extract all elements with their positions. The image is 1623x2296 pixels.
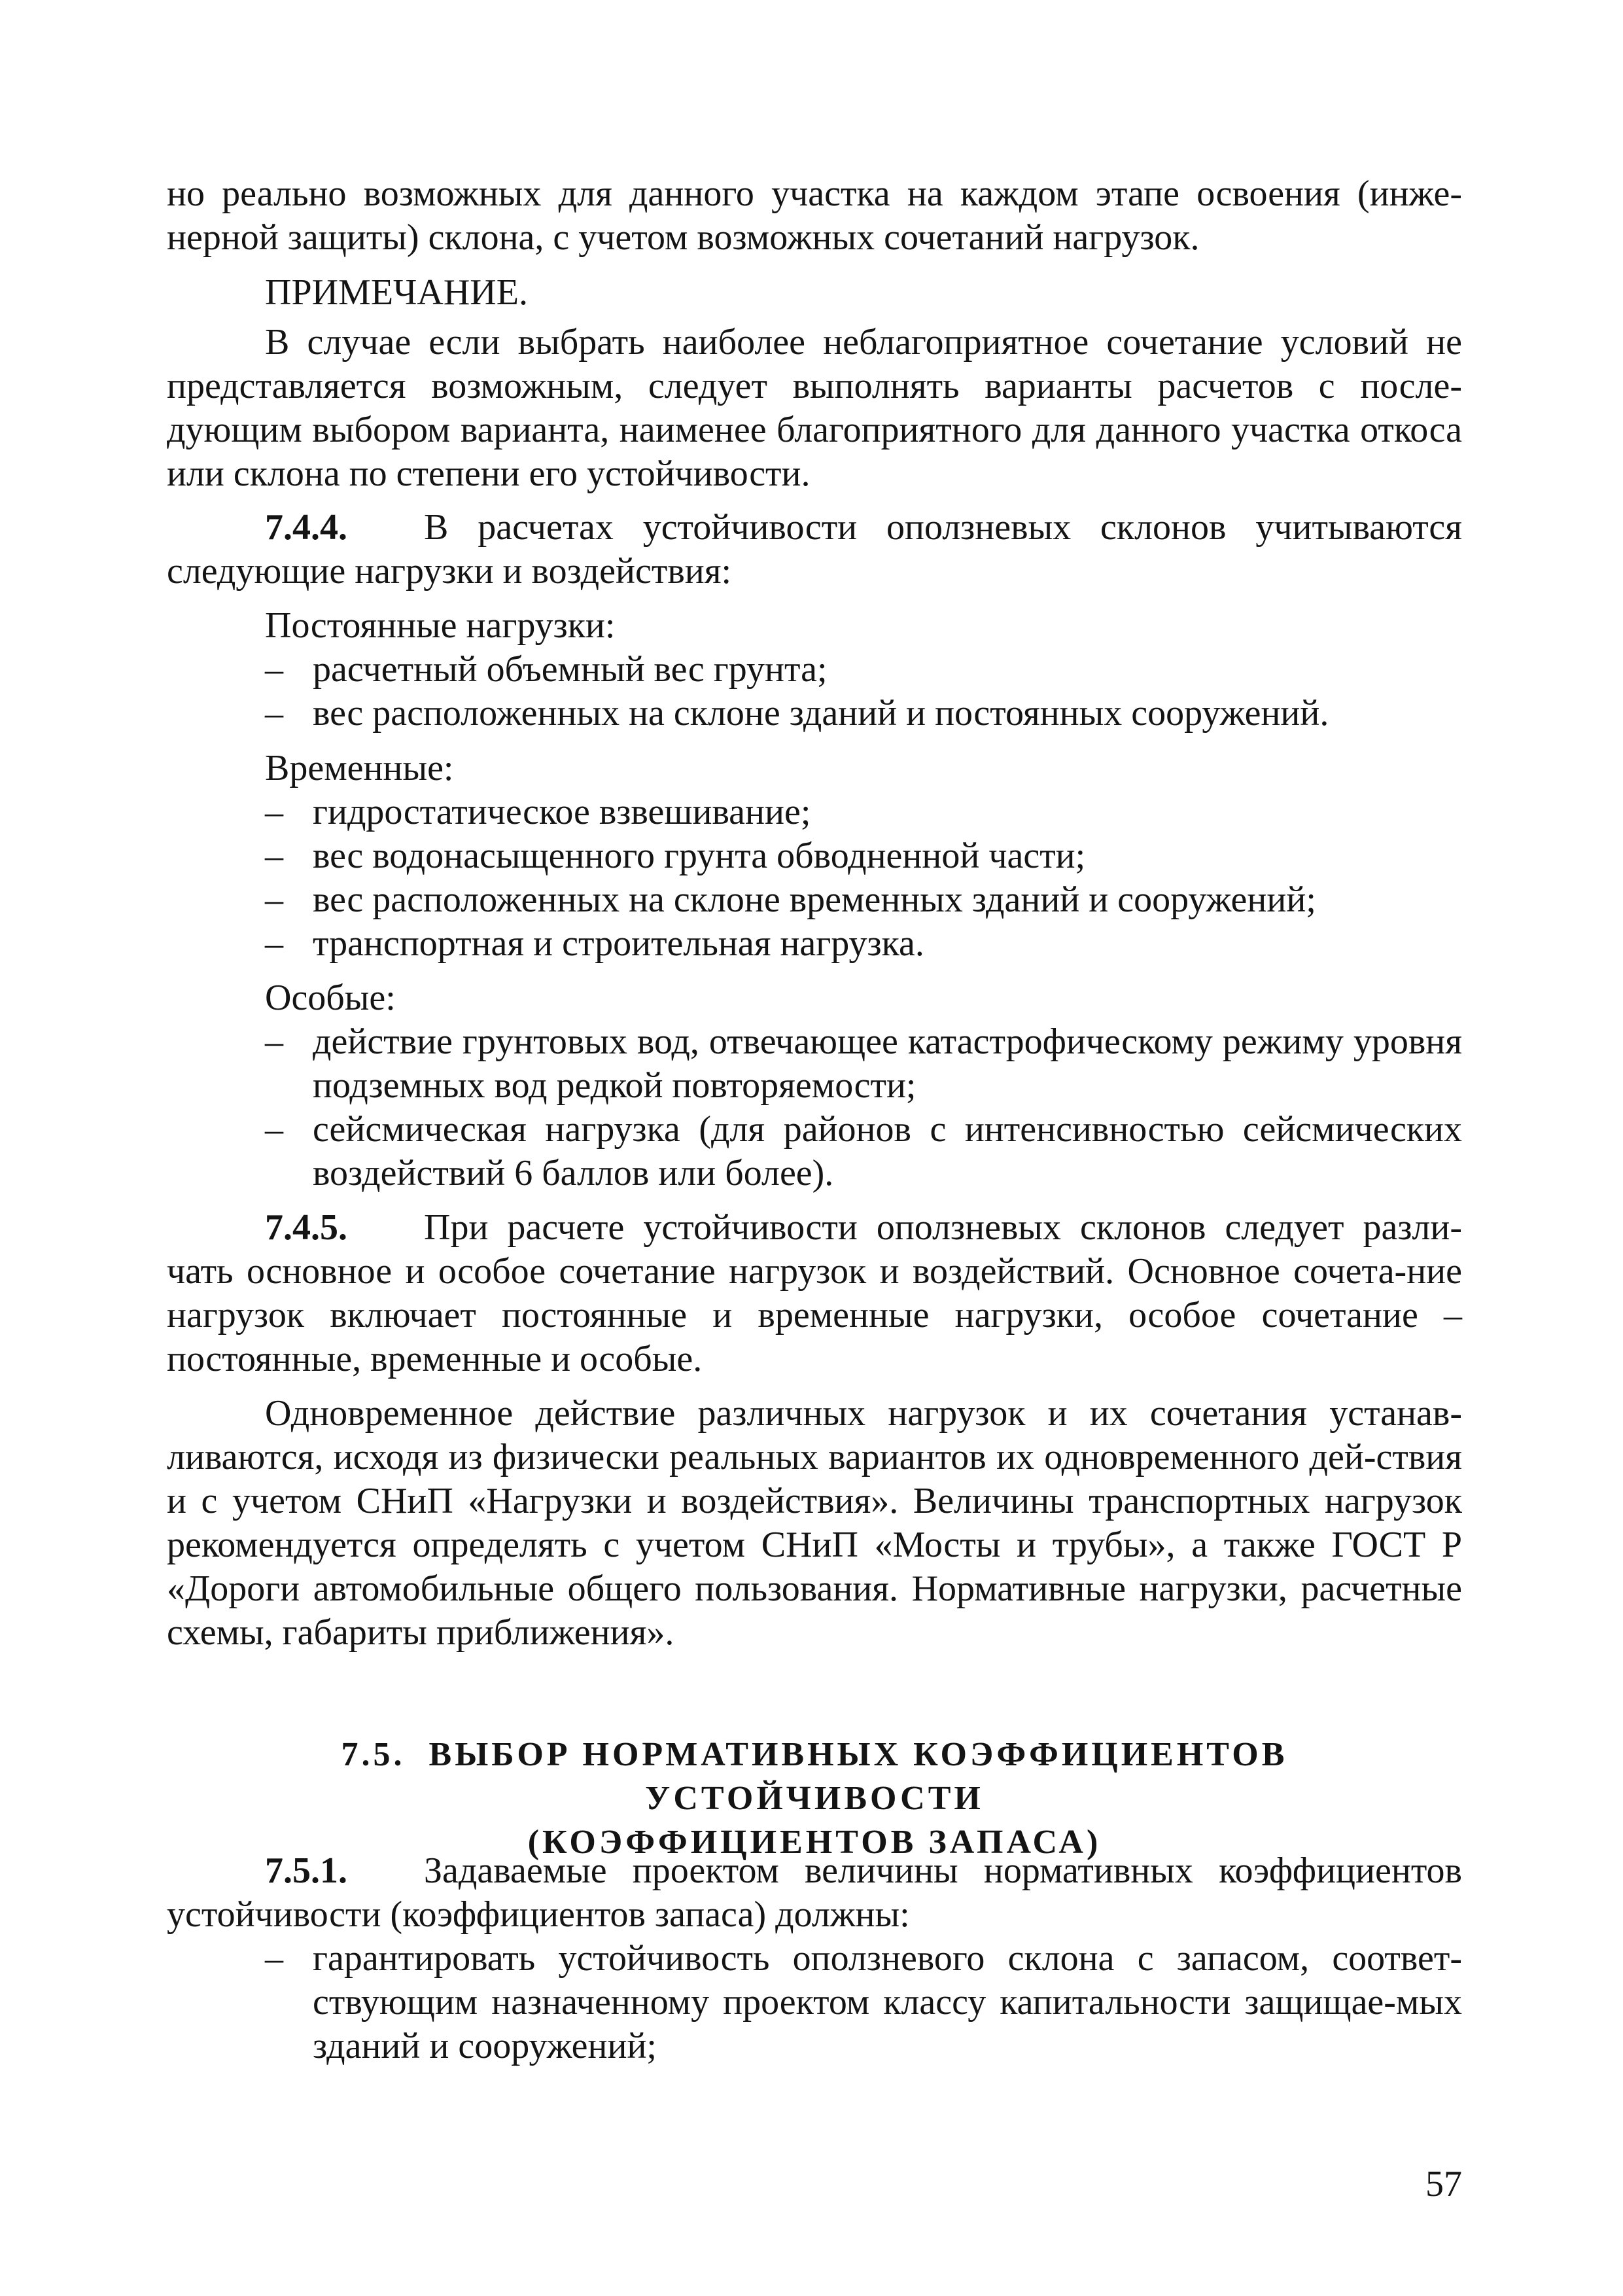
section-text: Задаваемые проектом величины нормативных коэффициентов устойчивости (коэффициентов запаса) должны: xyxy=(167,1850,1462,1935)
section-number: 7.4.4. xyxy=(265,507,347,548)
section-7-5-1 xyxy=(167,1849,1462,1937)
list-item: – вес водонасыщенного грунта обводненной части; xyxy=(167,834,1462,878)
section-heading-7-5 xyxy=(167,1733,1462,1864)
section-text: В расчетах устойчивости оползневых склонов учитываются следующие нагрузки и воздействия: xyxy=(167,507,1462,592)
temporary-loads-list xyxy=(167,790,1462,966)
heading-number: 7.5. xyxy=(341,1736,406,1773)
dash-marker: – xyxy=(265,836,283,876)
permanent-loads-list xyxy=(167,648,1462,735)
list-item: – гидростатическое взвешивание; xyxy=(167,790,1462,834)
dash-marker: – xyxy=(265,792,283,832)
dash-marker: – xyxy=(265,923,283,964)
heading-line-1: ВЫБОР НОРМАТИВНЫХ КОЭФФИЦИЕНТОВ УСТОЙЧИВОСТИ xyxy=(428,1736,1288,1817)
list-item: – действие грунтовых вод, отвечающее катастрофическому режиму уровня подземных вод редкой повторяемости; xyxy=(265,1021,1462,1106)
heading-line-2: (КОЭФФИЦИЕНТОВ ЗАПАСА) xyxy=(527,1824,1102,1861)
section-number: 7.4.5. xyxy=(265,1207,347,1248)
special-loads-label: Особые: xyxy=(265,978,396,1018)
list-item: – вес расположенных на склоне зданий и постоянных сооружений. xyxy=(167,692,1462,735)
section-7-4-4 xyxy=(167,506,1462,593)
section-number: 7.5.1. xyxy=(265,1850,347,1891)
page-number: 57 xyxy=(1425,2164,1462,2204)
list-item: – вес расположенных на склоне временных зданий и сооружений; xyxy=(167,878,1462,922)
list-item: – сейсмическая нагрузка (для районов с интенсивностью сейсмических воздействий 6 баллов или более). xyxy=(265,1109,1462,1193)
special-loads-list xyxy=(167,1020,1462,1195)
temporary-loads-label: Временные: xyxy=(265,748,454,788)
list-item: – транспортная и строительная нагрузка. xyxy=(167,922,1462,966)
list-item: – гарантировать устойчивость оползневого склона с запасом, соответ-ствующим назначенному проектом классу капитальности защищае-мых зданий и сооружений; xyxy=(265,1938,1462,2066)
section-text: При расчете устойчивости оползневых склонов следует разли-чать основное и особое сочетание нагрузок и воздействий. Основное сочета-ние нагрузок включает постоянные и временные нагрузки, особое сочетание – постоянные, временные и особые. xyxy=(167,1207,1462,1379)
dash-marker: – xyxy=(265,1938,283,1979)
dash-marker: – xyxy=(265,649,283,690)
list-item: – расчетный объемный вес грунта; xyxy=(167,648,1462,692)
dash-marker: – xyxy=(265,693,283,733)
note-label: ПРИМЕЧАНИЕ. xyxy=(265,272,528,313)
loads-combination-paragraph: Одновременное действие различных нагрузок и их сочетания устанав-ливаются, исходя из физически реальных вариантов их одновременного дей-ствия и с учетом СНиП «Нагрузки и воздействия». Величины транспортных нагрузок рекомендуется определять с учетом СНиП «Мосты и трубы», а также ГОСТ Р «Дороги автомобильные общего пользования. Нормативные нагрузки, расчетные схемы, габариты приближения». xyxy=(167,1393,1462,1653)
permanent-loads-label: Постоянные нагрузки: xyxy=(265,605,616,646)
dash-marker: – xyxy=(265,1109,283,1150)
requirements-list xyxy=(167,1937,1462,2068)
note-paragraph: В случае если выбрать наиболее неблагоприятное сочетание условий не представляется возможным, следует выполнять варианты расчетов с после-дующим выбором варианта, наименее благоприятного для данного участка откоса или склона по степени его устойчивости. xyxy=(167,322,1462,494)
section-7-4-5 xyxy=(167,1206,1462,1381)
dash-marker: – xyxy=(265,1021,283,1062)
paragraph-continuation: но реально возможных для данного участка на каждом этапе освоения (инже-нерной защиты) склона, с учетом возможных сочетаний нагрузок. xyxy=(167,173,1462,258)
dash-marker: – xyxy=(265,879,283,920)
